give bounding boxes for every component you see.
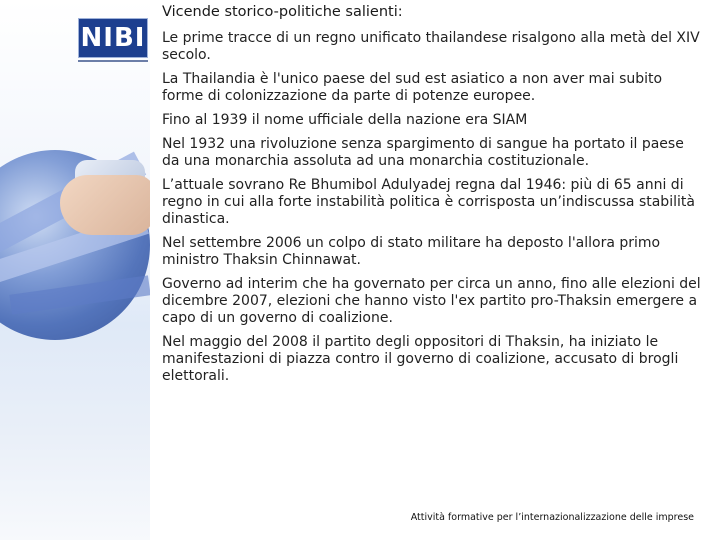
slide-title: Vicende storico-politiche salienti: — [162, 4, 403, 20]
paragraph: Nel maggio del 2008 il partito degli oppositori di Thaksin, ha iniziato le manifestazioni di piazza contro il governo di coalizione, accusato di brogli elettorali. — [162, 334, 679, 384]
paragraph: Fino al 1939 il nome ufficiale della nazione era SIAM — [162, 112, 528, 128]
paragraph: Le prime tracce di un regno unificato thailandese risalgono alla metà del XIV secolo. — [162, 30, 700, 63]
paragraph: La Thailandia è l'unico paese del sud est asiatico a non aver mai subito forme di colonizzazione da parte di potenze europee. — [162, 71, 663, 104]
nibi-logo — [78, 18, 148, 62]
paragraph: Nel settembre 2006 un colpo di stato militare ha deposto l'allora primo ministro Thaksin Chinnawat. — [162, 235, 661, 268]
paragraph: Governo ad interim che ha governato per circa un anno, fino alle elezioni del dicembre 2007, elezioni che hanno visto l'ex partito pro-Thaksin emergere a capo di un governo di coalizione. — [162, 276, 701, 326]
footer-text: Attività formative per l’internazionalizzazione delle imprese — [410, 512, 694, 523]
decorative-globe-image — [0, 0, 150, 540]
logo-text: NIBI — [80, 23, 146, 53]
hand-shape — [60, 175, 150, 235]
slide-content — [162, 4, 702, 392]
paragraph: Nel 1932 una rivoluzione senza spargimento di sangue ha portato il paese da una monarchia assoluta ad una monarchia costituzionale. — [162, 136, 684, 169]
paragraph: L’attuale sovrano Re Bhumibol Adulyadej regna dal 1946: più di 65 anni di regno in cui alla forte instabilità politica è corrisposta un’indiscussa stabilità dinastica. — [162, 177, 695, 227]
